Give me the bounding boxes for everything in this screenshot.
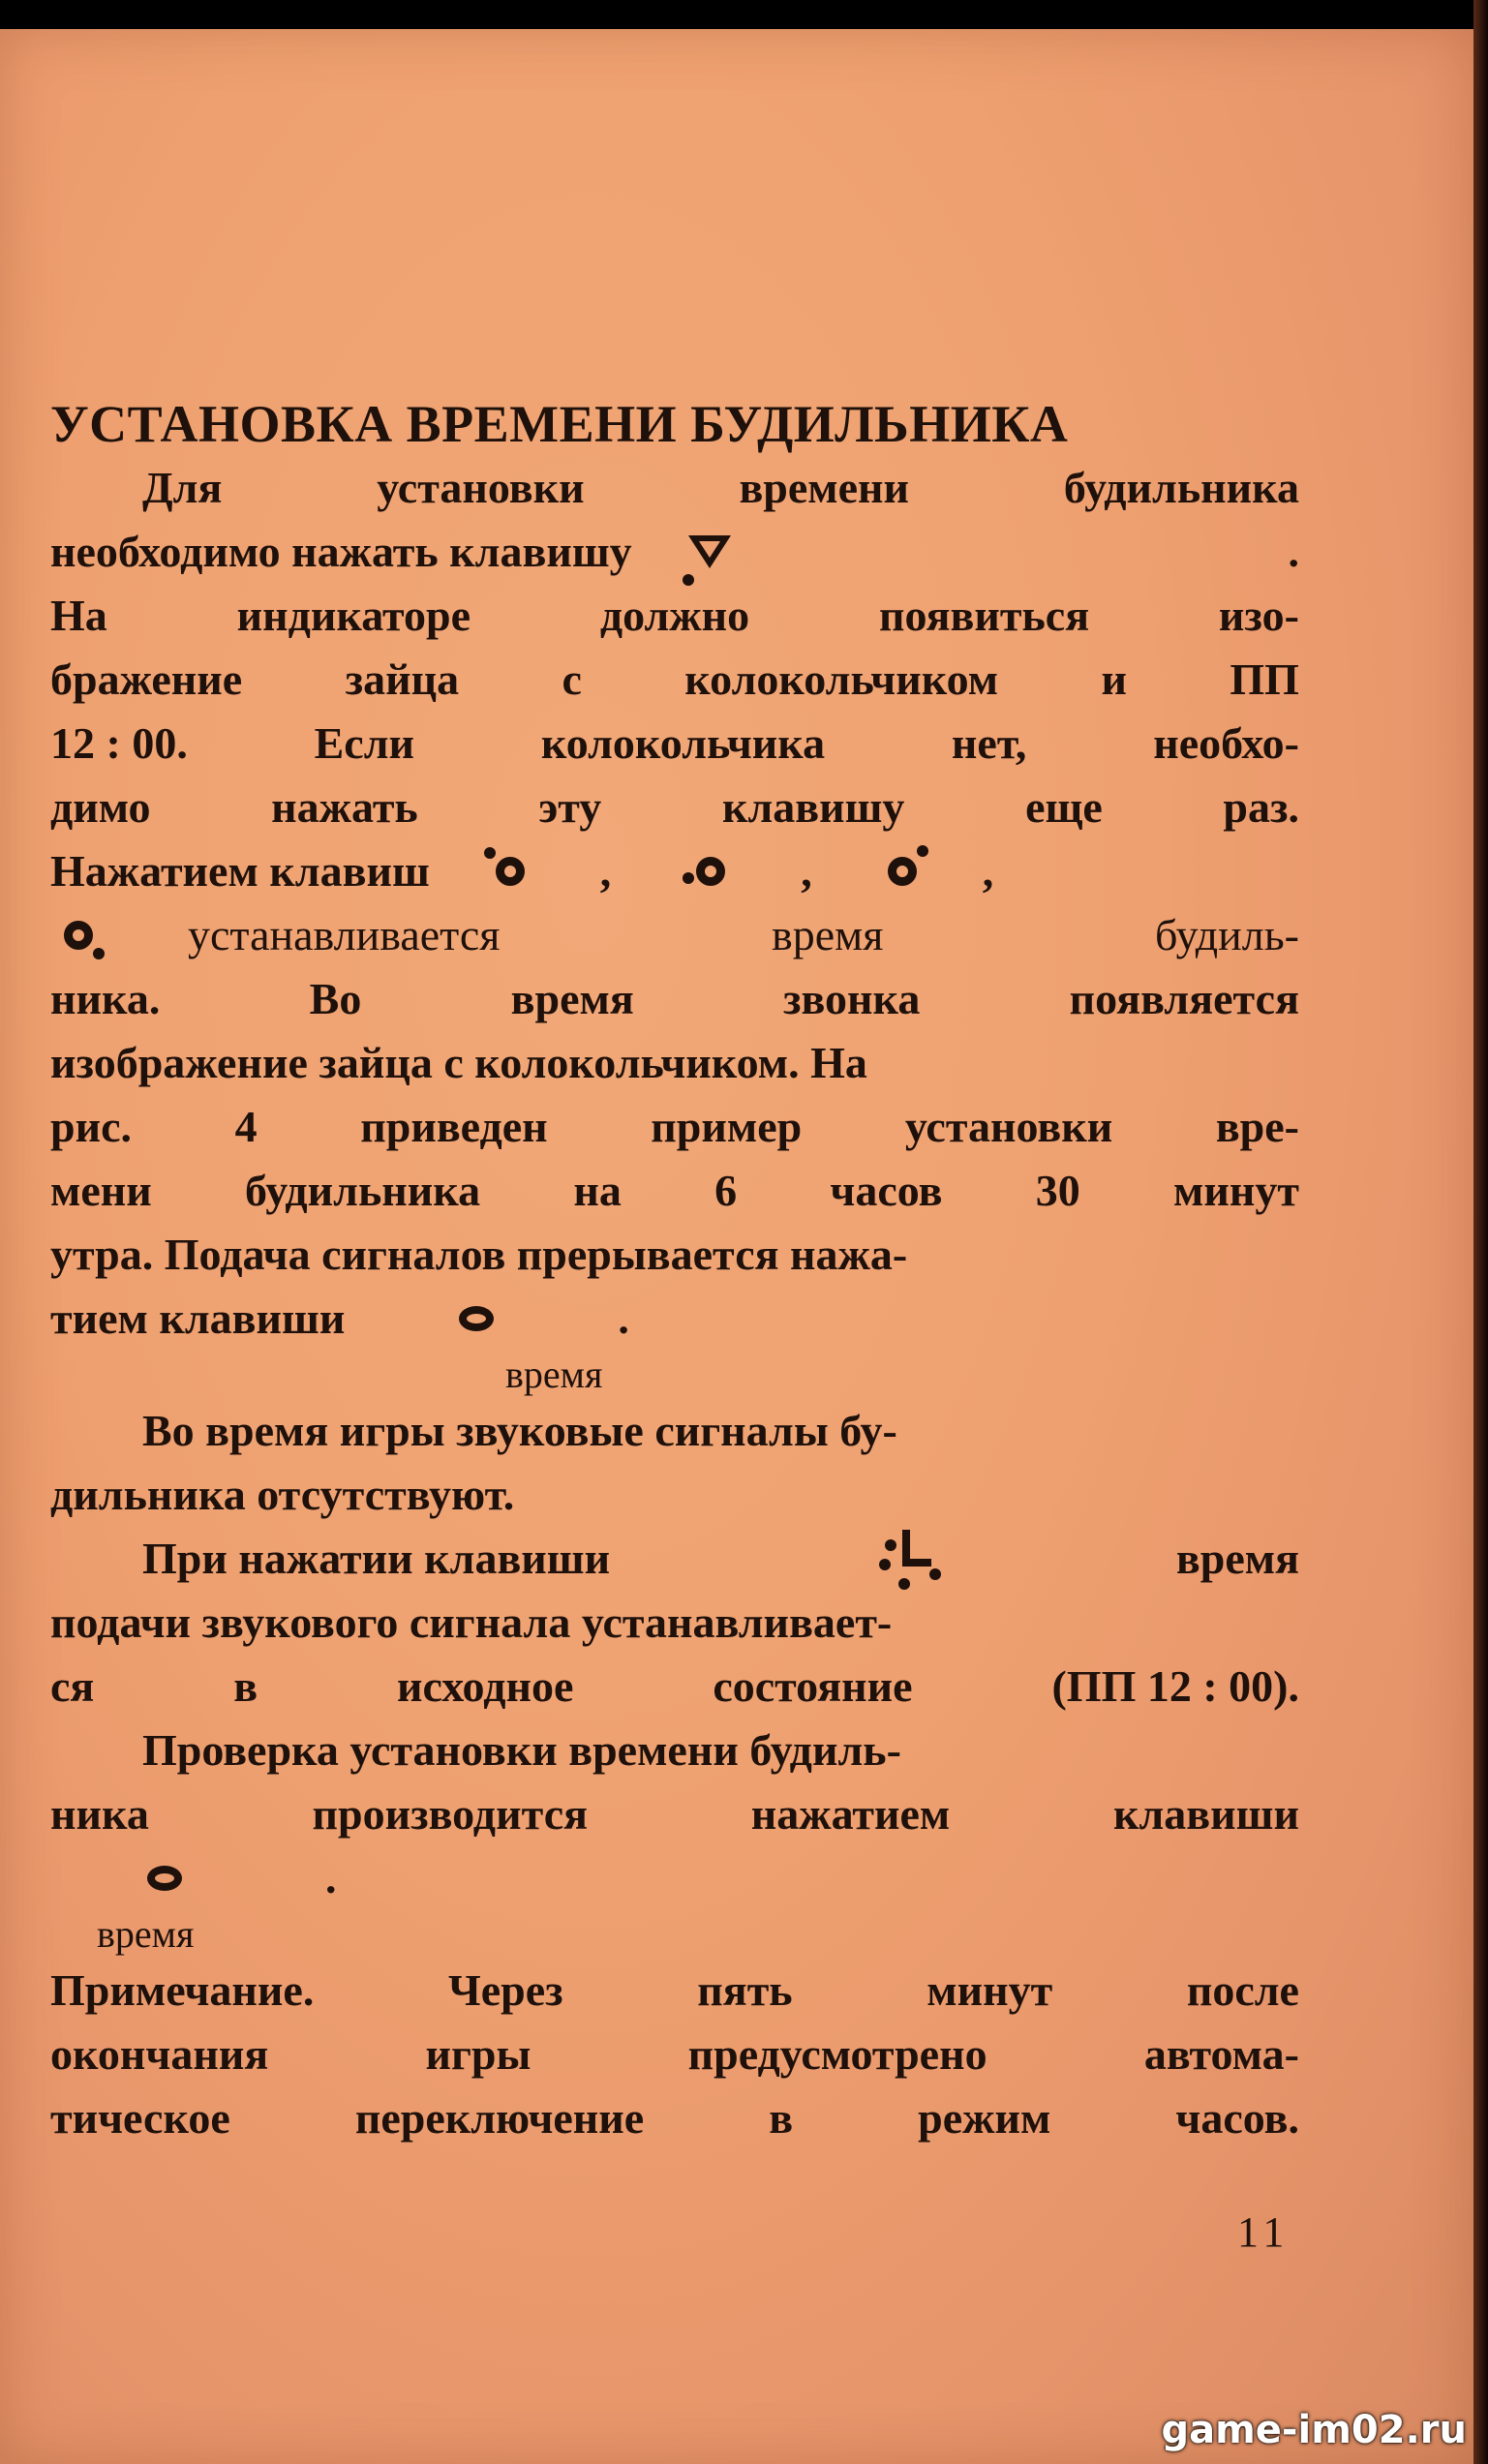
word: раз. (1223, 782, 1299, 832)
top-band (0, 0, 1488, 29)
word: ника (50, 1789, 149, 1839)
time-key-icon (147, 1866, 182, 1891)
word: исходное (396, 1661, 574, 1711)
period: . (325, 1853, 337, 1902)
word: (ПП 12 : 00). (1051, 1661, 1299, 1711)
text-line (50, 520, 1299, 584)
word: игры (425, 2029, 531, 2079)
text-line (50, 839, 1299, 903)
word: колокольчика (540, 718, 826, 768)
word: Через (447, 1965, 563, 2015)
text-line (50, 1159, 1299, 1223)
text-line (50, 1223, 1299, 1287)
word: клавишу (721, 782, 905, 832)
text-line (50, 776, 1299, 839)
text-line (50, 712, 1299, 776)
word: переключение (354, 2093, 645, 2143)
word: Если (314, 718, 415, 768)
word: нет, (951, 718, 1027, 768)
document-body (50, 392, 1299, 2150)
word: изо- (1218, 591, 1299, 640)
period: . (1288, 527, 1299, 576)
word: будильника (245, 1166, 481, 1215)
word: утра. Подача сигналов прерывается нажа- (50, 1230, 908, 1279)
word: предусмотрено (687, 2029, 987, 2079)
word: окончания (50, 2029, 269, 2079)
word: с (562, 654, 582, 704)
text-line (50, 1031, 1299, 1095)
word: устанавливается (188, 910, 501, 959)
word: Нажатием клавиш (50, 846, 430, 896)
word: время (510, 974, 634, 1023)
word: ПП (1230, 654, 1299, 704)
reset-key-icon (879, 1530, 947, 1588)
word: будиль- (1154, 910, 1299, 959)
page-edge (1473, 0, 1488, 2464)
comma: , (801, 846, 812, 896)
word: подачи звукового сигнала устанавливает- (50, 1597, 893, 1647)
text-line (50, 2086, 1299, 2150)
text-line (50, 1959, 1299, 2023)
word: тием клавиши (50, 1293, 346, 1343)
word: производится (312, 1789, 589, 1839)
key-label: время (505, 1353, 603, 1396)
word: часов. (1175, 2093, 1299, 2143)
word: звонка (783, 974, 921, 1023)
text-line (50, 1655, 1299, 1719)
word: в (233, 1661, 258, 1711)
key-label-line (50, 1351, 1299, 1399)
period: . (618, 1293, 629, 1343)
word: На (50, 591, 107, 640)
word: еще (1025, 782, 1103, 832)
word: клавиши (1112, 1789, 1299, 1839)
text-line (50, 648, 1299, 712)
word: минут (1173, 1166, 1299, 1215)
word: дильника отсутствуют. (50, 1470, 515, 1519)
word: необходимо нажать клавишу (50, 527, 632, 576)
word: нажатием (750, 1789, 951, 1839)
word: пример (651, 1102, 803, 1151)
word: автома- (1143, 2029, 1299, 2079)
text-run (188, 902, 1299, 968)
word: появляется (1069, 974, 1299, 1023)
word: пять (697, 1965, 793, 2015)
text-line (50, 1782, 1299, 1846)
word: минут (926, 1965, 1053, 2015)
hour-key-icon (496, 857, 525, 886)
text-line (50, 1463, 1299, 1527)
time-key-icon (64, 921, 93, 950)
word: необхо- (1153, 718, 1299, 768)
text-line (50, 1527, 1299, 1591)
word: Примечание. (50, 1965, 315, 2015)
word: в (769, 2093, 794, 2143)
text-line (50, 1399, 1299, 1463)
word: время (771, 910, 884, 959)
text-line (50, 456, 1299, 520)
heading (50, 392, 1299, 456)
key-label: время (97, 1912, 195, 1956)
word: изображение зайца с колокольчиком. На (50, 1038, 867, 1087)
word: зайца (345, 654, 460, 704)
word: 30 (1035, 1166, 1080, 1215)
word: тическое (50, 2093, 230, 2143)
word: часов (830, 1166, 943, 1215)
word: установки (904, 1102, 1113, 1151)
minute-key-icon (696, 857, 725, 886)
comma: , (599, 846, 612, 896)
word: индикаторе (236, 591, 471, 640)
word: Во (309, 974, 362, 1023)
watermark: game-im02.ru (1161, 2408, 1467, 2452)
alarm-key-icon (688, 535, 731, 568)
word: колокольчиком (684, 654, 999, 704)
word: бражение (50, 654, 243, 704)
word: время (1175, 1534, 1299, 1583)
word: рис. (50, 1102, 133, 1151)
page-number: 11 (1237, 2208, 1291, 2256)
heading-text: УСТАНОВКА ВРЕМЕНИ БУДИЛЬНИКА (50, 395, 1069, 453)
word: и (1101, 654, 1128, 704)
word: Проверка установки времени будиль- (142, 1725, 901, 1775)
comma: , (982, 846, 994, 896)
word: ся (50, 1661, 95, 1711)
word: на (573, 1166, 622, 1215)
word: эту (538, 782, 602, 832)
text-line (50, 2023, 1299, 2086)
text-line (50, 903, 1299, 967)
word: времени (739, 463, 910, 512)
word: димо (50, 782, 151, 832)
word: Во время игры звуковые сигналы бу- (142, 1406, 897, 1455)
text-line (50, 1591, 1299, 1655)
text-line (50, 1846, 1299, 1910)
word: установки (377, 463, 585, 512)
word: 4 (234, 1102, 258, 1151)
text-line (50, 1287, 1299, 1351)
word: Для (142, 463, 223, 512)
word: При нажатии клавиши (142, 1534, 611, 1583)
word: приведен (360, 1102, 548, 1151)
text-line (50, 1095, 1299, 1159)
time-key-icon (459, 1306, 494, 1331)
word: режим (918, 2093, 1051, 2143)
text-line (50, 1719, 1299, 1782)
word: должно (599, 591, 750, 640)
word: 6 (714, 1166, 738, 1215)
word: состояние (713, 1661, 913, 1711)
word: нажать (271, 782, 418, 832)
text-line (50, 584, 1299, 648)
key-label-line (50, 1910, 1299, 1959)
word: мени (50, 1166, 152, 1215)
word: появиться (879, 591, 1090, 640)
word: вре- (1215, 1102, 1299, 1151)
text-line (50, 967, 1299, 1031)
word: будильника (1063, 463, 1299, 512)
word: ника. (50, 974, 161, 1023)
word: после (1186, 1965, 1299, 2015)
word: 12 : 00. (50, 718, 188, 768)
second-key-icon (888, 857, 917, 886)
